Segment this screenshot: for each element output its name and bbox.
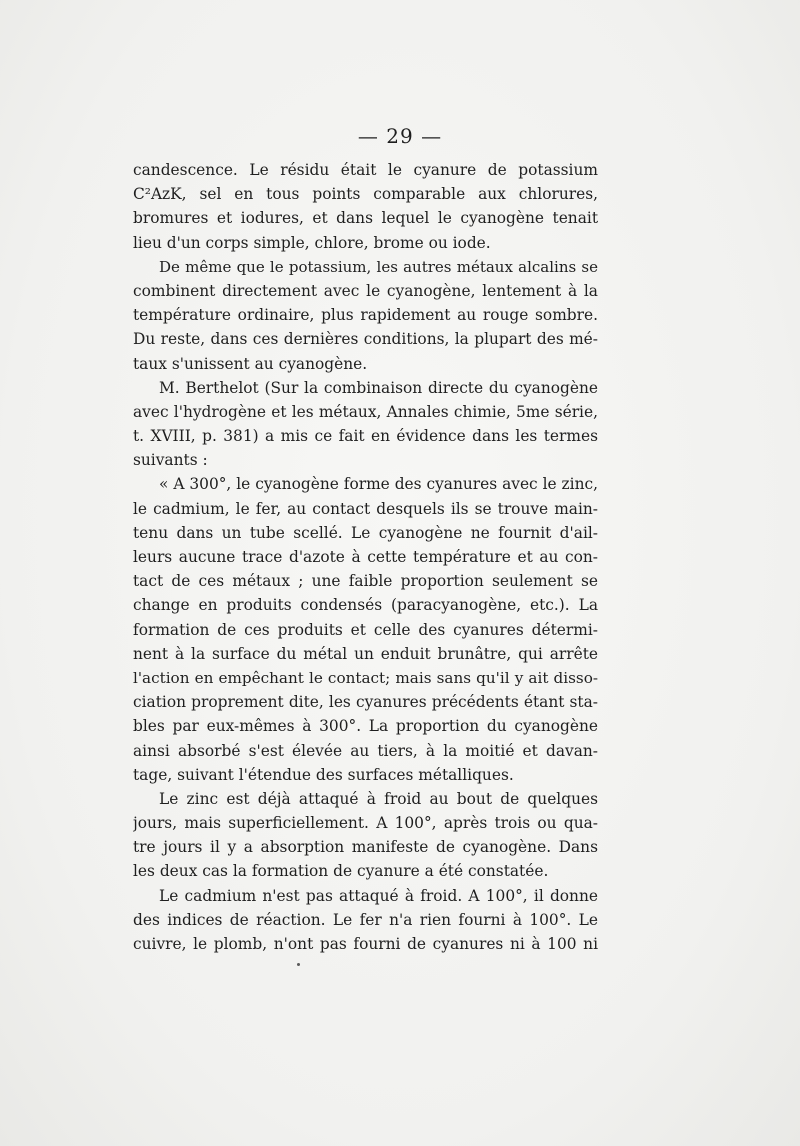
text-line: t. XVIII, p. 381) a mis ce fait en évidence dans les termes: [133, 427, 598, 446]
text-line: cuivre, le plomb, n'ont pas fourni de cyanures ni à 100 ni: [133, 935, 598, 953]
text-line: tage, suivant l'étendue des surfaces métalliques.: [133, 765, 514, 784]
text-line: des indices de réaction. Le fer n'a rien fourni à 100°. Le: [133, 910, 598, 929]
text-line: bromures et iodures, et dans lequel le cyanogène tenait: [133, 209, 598, 228]
text-line: change en produits condensés (paracyanogène, etc.). La: [133, 596, 598, 615]
text-line: M. Berthelot (Sur la combinaison directe du cyanogène: [159, 378, 598, 397]
text-line: jours, mais superficiellement. A 100°, après trois ou qua-: [133, 814, 598, 833]
text-line: suivants :: [133, 451, 208, 470]
text-line: lieu d'un corps simple, chlore, brome ou iode.: [133, 233, 491, 252]
text-line: De même que le potassium, les autres métaux alcalins se: [159, 257, 598, 276]
text-line: les deux cas la formation de cyanure a été constatée.: [133, 862, 549, 881]
text-line: tenu dans un tube scellé. Le cyanogène ne fournit d'ail-: [133, 523, 598, 542]
text-line: combinent directement avec le cyanogène, lentement à la: [133, 281, 598, 300]
text-line: formation de ces produits et celle des cyanures détermi-: [133, 620, 598, 639]
text-line: C²AzK, sel en tous points comparable aux chlorures,: [133, 185, 598, 204]
body-text: [133, 158, 598, 956]
text-line: avec l'hydrogène et les métaux, Annales chimie, 5me série,: [133, 402, 598, 421]
text-line: tact de ces métaux ; une faible proportion seulement se: [133, 572, 598, 591]
text-line: le cadmium, le fer, au contact desquels ils se trouve main-: [133, 499, 598, 518]
text-line: ciation proprement dite, les cyanures précédents étant sta-: [133, 693, 598, 712]
text-line: Du reste, dans ces dernières conditions, la plupart des mé-: [133, 330, 598, 349]
text-line: « A 300°, le cyanogène forme des cyanures avec le zinc,: [159, 475, 598, 494]
text-line: taux s'unissent au cyanogène.: [133, 354, 368, 373]
text-line: température ordinaire, plus rapidement au rouge sombre.: [133, 306, 598, 325]
text-line: ainsi absorbé s'est élevée au tiers, à la moitié et davan-: [133, 741, 598, 760]
text-line: Le cadmium n'est pas attaqué à froid. A 100°, il donne: [159, 886, 598, 905]
text-line: leurs aucune trace d'azote à cette température et au con-: [133, 548, 598, 566]
ink-speck: [297, 963, 300, 966]
page-number: — 29 —: [357, 124, 443, 148]
text-line: l'action en empêchant le contact; mais sans qu'il y ait disso-: [133, 668, 598, 687]
text-line: bles par eux-mêmes à 300°. La proportion du cyanogène: [133, 717, 598, 736]
text-line: tre jours il y a absorption manifeste de cyanogène. Dans: [133, 838, 598, 857]
text-line: nent à la surface du métal un enduit brunâtre, qui arrête: [133, 644, 598, 663]
text-line: Le zinc est déjà attaqué à froid au bout de quelques: [159, 789, 598, 808]
text-line: candescence. Le résidu était le cyanure de potassium: [133, 161, 598, 179]
